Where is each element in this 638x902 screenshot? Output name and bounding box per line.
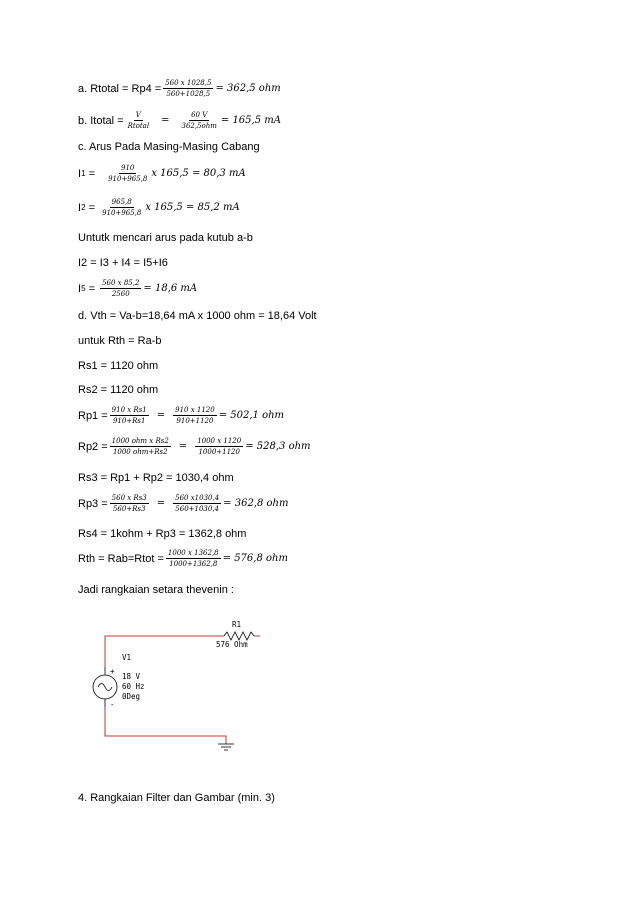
line-itotal bbox=[78, 110, 281, 131]
line-rth bbox=[78, 548, 288, 569]
itotal-num-2: 60 V bbox=[191, 111, 208, 119]
line-rs1 bbox=[78, 360, 158, 372]
rtotal-denominator: 560+1028,5 bbox=[166, 90, 211, 98]
rp1-den-1: 910+Rs1 bbox=[112, 417, 146, 425]
rp1-den-2: 910+1120 bbox=[176, 417, 214, 425]
rp1-num-1: 910 x Rs1 bbox=[111, 406, 147, 414]
line-rs3 bbox=[78, 472, 234, 484]
untutk-text: Untutk mencari arus pada kutub a-b bbox=[78, 232, 253, 244]
line-i2 bbox=[78, 197, 240, 218]
rp2-num-1: 1000 ohm x Rs2 bbox=[111, 437, 169, 445]
sine-wave-icon bbox=[98, 684, 112, 691]
line-rtotal bbox=[78, 78, 281, 99]
itotal-equals: = bbox=[161, 115, 170, 126]
vth-text: d. Vth = Va-b=18,64 mA x 1000 ohm = 18,64 Volt bbox=[78, 310, 317, 322]
itotal-fraction-2 bbox=[179, 110, 218, 131]
rp2-equals: = bbox=[178, 441, 188, 452]
i2-numerator: 965,8 bbox=[111, 198, 132, 206]
line-jadi bbox=[78, 584, 234, 596]
rp3-fraction-2 bbox=[173, 493, 221, 514]
rs3-text: Rs3 = Rp1 + Rp2 = 1030,4 ohm bbox=[78, 472, 234, 484]
rp2-num-2: 1000 x 1120 bbox=[197, 437, 242, 445]
line-rs2 bbox=[78, 384, 158, 396]
i1-fraction bbox=[106, 163, 149, 184]
untuk-rth-text: untuk Rth = Ra-b bbox=[78, 335, 162, 347]
i1-result: x 165,5 = 80,3 mA bbox=[151, 168, 246, 179]
section-4-text: 4. Rangkaian Filter dan Gambar (min. 3) bbox=[78, 792, 275, 804]
itotal-result: = 165,5 mA bbox=[220, 115, 281, 126]
rp2-fraction-1 bbox=[110, 436, 171, 457]
rth-numerator: 1000 x 1362,8 bbox=[167, 549, 219, 557]
line-rs4 bbox=[78, 528, 246, 540]
itotal-fraction-1 bbox=[126, 110, 152, 131]
line-i5 bbox=[78, 278, 197, 299]
rp1-fraction-1 bbox=[110, 405, 149, 426]
v1-phase-label: 0Deg bbox=[122, 692, 141, 701]
section-4-heading bbox=[78, 792, 275, 804]
rp1-fraction-2 bbox=[173, 405, 217, 426]
itotal-num-1: V bbox=[135, 111, 141, 119]
line-vth bbox=[78, 310, 317, 322]
r1-name-label: R1 bbox=[232, 620, 242, 629]
i2-subscript: 2 bbox=[81, 203, 86, 212]
rp3-equals: = bbox=[156, 498, 166, 509]
itotal-den-2: 362,5ohm bbox=[181, 122, 217, 130]
jadi-text: Jadi rangkaian setara thevenin : bbox=[78, 584, 234, 596]
rs2-text: Rs2 = 1120 ohm bbox=[78, 384, 159, 396]
rth-denominator: 1000+1362,8 bbox=[169, 560, 218, 568]
rth-fraction bbox=[166, 548, 221, 569]
bottom-wire bbox=[105, 707, 226, 744]
v1-amplitude-label: 18 V bbox=[122, 672, 141, 681]
rtotal-label: a. Rtotal = Rp4 = bbox=[78, 82, 162, 95]
rth-label: Rth = Rab=Rtot = bbox=[78, 552, 164, 565]
i5-fraction bbox=[100, 278, 141, 299]
rp1-result: = 502,1 ohm bbox=[218, 410, 285, 421]
line-rp2 bbox=[78, 436, 311, 457]
r1-value-label: 576 Ohm bbox=[216, 640, 248, 649]
i5-subscript: 5 bbox=[81, 284, 86, 293]
rp3-fraction-1 bbox=[110, 493, 149, 514]
i2-label: I bbox=[78, 201, 82, 214]
rp2-den-1: 1000 ohm+Rs2 bbox=[112, 448, 168, 456]
rs1-text: Rs1 = 1120 ohm bbox=[78, 360, 159, 372]
rp1-label: Rp1 = bbox=[78, 409, 108, 422]
line-untuk-rth bbox=[78, 335, 161, 347]
rtotal-fraction bbox=[163, 78, 213, 99]
rp3-label: Rp3 = bbox=[78, 497, 108, 510]
v1-frequency-label: 60 Hz bbox=[122, 682, 145, 691]
resistor-r1-icon bbox=[224, 632, 254, 640]
arus-cabang-text: c. Arus Pada Masing-Masing Cabang bbox=[78, 141, 260, 153]
i2-equals: = bbox=[85, 201, 99, 214]
line-rp3 bbox=[78, 493, 288, 514]
rp3-den-1: 560+Rs3 bbox=[112, 505, 146, 513]
rs4-text: Rs4 = 1kohm + Rp3 = 1362,8 ohm bbox=[78, 528, 247, 540]
rp3-num-1: 560 x Rs3 bbox=[111, 494, 147, 502]
itotal-den-1: Rtotal bbox=[127, 122, 150, 130]
i2-denominator: 910+965,8 bbox=[102, 209, 142, 217]
i1-numerator: 910 bbox=[121, 164, 135, 172]
rp2-den-2: 1000+1120 bbox=[198, 448, 240, 456]
rp3-den-2: 560+1030,4 bbox=[175, 505, 220, 513]
i1-denominator: 910+965,8 bbox=[108, 175, 148, 183]
i2-result: x 165,5 = 85,2 mA bbox=[145, 202, 240, 213]
i1-label: I bbox=[78, 167, 82, 180]
line-i2-sum bbox=[78, 257, 168, 269]
minus-sign: - bbox=[110, 700, 115, 709]
i2-fraction bbox=[100, 197, 143, 218]
rp3-result: = 362,8 ohm bbox=[223, 498, 289, 509]
i5-equals: = bbox=[85, 282, 99, 295]
rtotal-result: = 362,5 ohm bbox=[215, 83, 281, 94]
rp3-num-2: 560 x1030,4 bbox=[175, 494, 220, 502]
rtotal-numerator: 560 x 1028,5 bbox=[165, 79, 212, 87]
i5-result: = 18,6 mA bbox=[143, 283, 198, 294]
ground-icon bbox=[218, 744, 234, 750]
line-rp1 bbox=[78, 405, 284, 426]
thevenin-circuit bbox=[90, 612, 270, 752]
i1-equals: = bbox=[85, 167, 99, 180]
i2-sum-text: I2 = I3 + I4 = I5+I6 bbox=[78, 257, 168, 269]
i1-subscript: 1 bbox=[81, 169, 86, 178]
itotal-label: b. Itotal = bbox=[78, 114, 124, 127]
rp2-fraction-2 bbox=[195, 436, 243, 457]
i5-denominator: 2560 bbox=[111, 290, 130, 298]
rp1-equals: = bbox=[156, 410, 166, 421]
line-untutk bbox=[78, 232, 253, 244]
top-wire bbox=[105, 636, 224, 667]
rp1-num-2: 910 x 1120 bbox=[175, 406, 215, 414]
line-i1 bbox=[78, 163, 246, 184]
line-arus-cabang bbox=[78, 141, 260, 153]
i5-label: I bbox=[78, 282, 82, 295]
plus-sign: + bbox=[110, 667, 115, 676]
rp2-label: Rp2 = bbox=[78, 440, 108, 453]
rp2-result: = 528,3 ohm bbox=[245, 441, 311, 452]
i5-numerator: 560 x 85,2 bbox=[102, 279, 140, 287]
rth-result: = 576,8 ohm bbox=[222, 553, 288, 564]
v1-name-label: V1 bbox=[122, 653, 132, 662]
